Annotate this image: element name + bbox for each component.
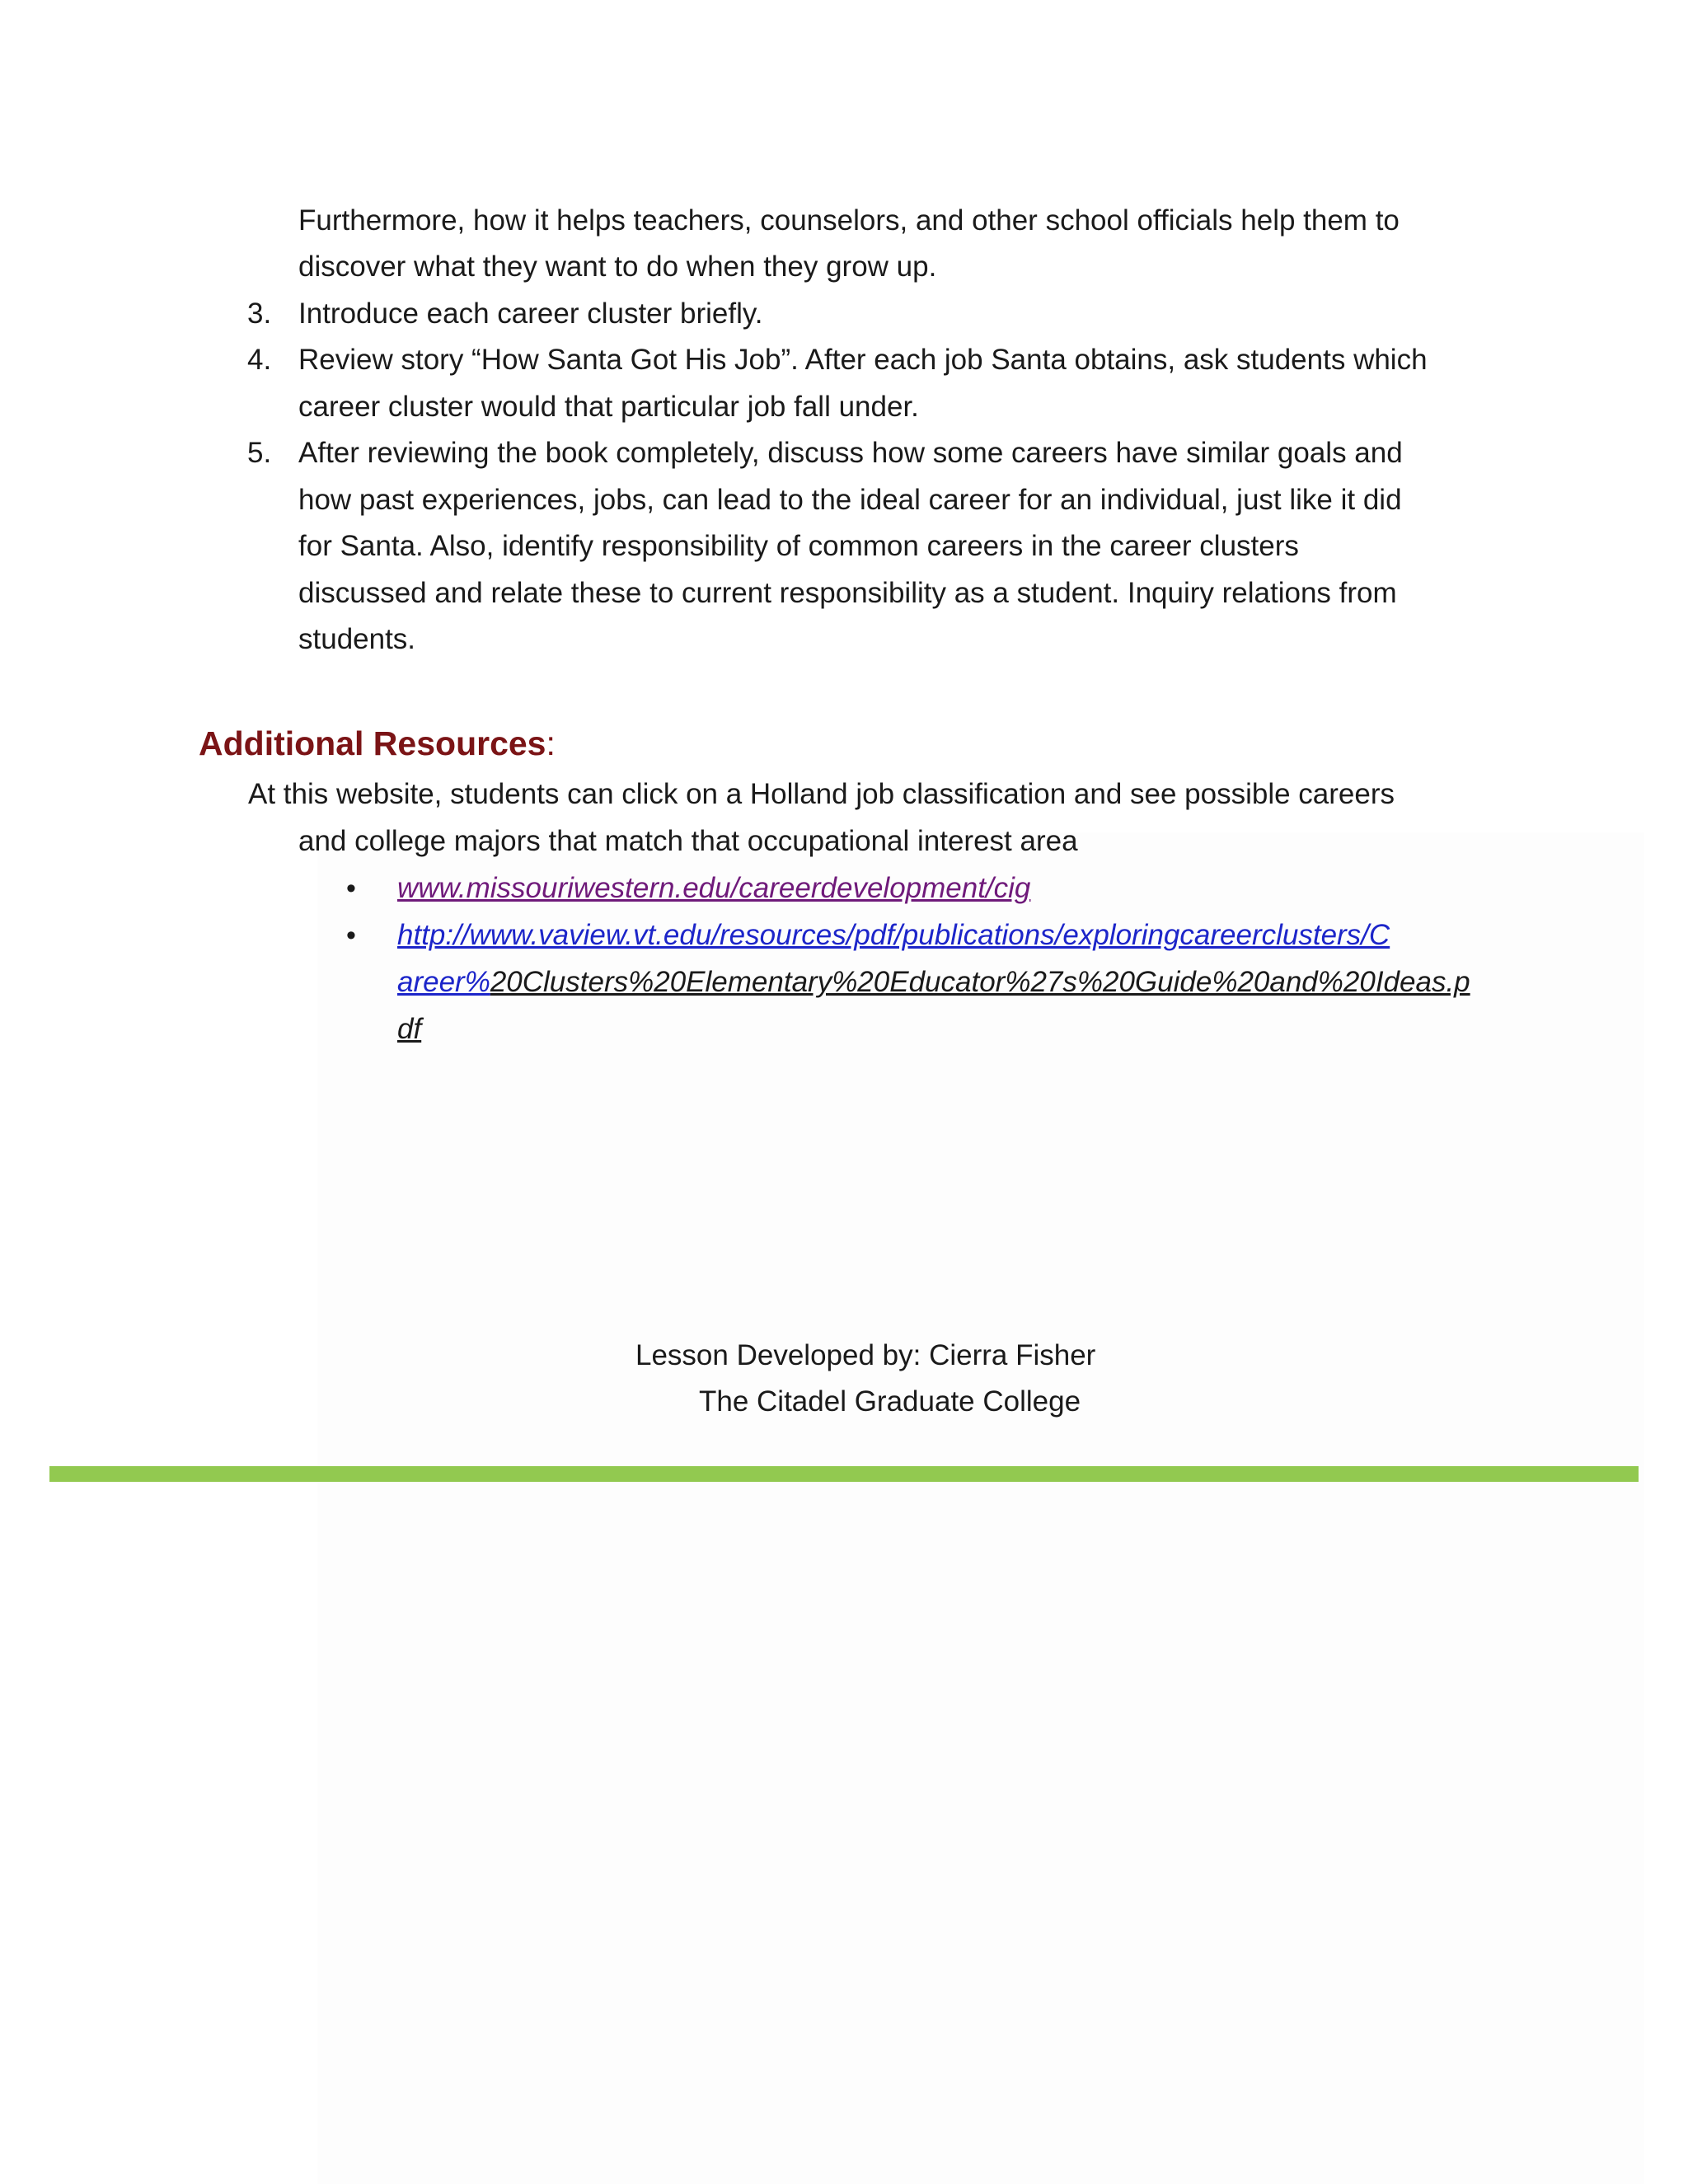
step-3-number: 3. — [247, 298, 272, 330]
resources-intro-line-2: and college majors that match that occupational interest area — [298, 825, 1078, 857]
additional-resources-heading — [199, 717, 556, 770]
step-5-line-2: how past experiences, jobs, can lead to the ideal career for an individual, just like it did — [298, 484, 1402, 516]
step-2-continued-line-2: discover what they want to do when they grow up. — [298, 251, 937, 283]
step-3-line-1: Introduce each career cluster briefly. — [298, 298, 763, 330]
vaview-link-line-1[interactable]: http://www.vaview.vt.edu/resources/pdf/publications/exploringcareerclusters/C — [397, 919, 1390, 951]
vaview-link-line-2[interactable] — [397, 959, 1470, 1005]
step-5-line-3: for Santa. Also, identify responsibility of common careers in the career clusters — [298, 530, 1299, 562]
step-4-number: 4. — [247, 344, 272, 376]
step-4-line-2: career cluster would that particular job fall under. — [298, 391, 919, 423]
vaview-link-line-2-blue[interactable]: areer% — [397, 966, 490, 998]
lesson-developer-credit: Lesson Developed by: Cierra Fisher — [635, 1339, 1096, 1371]
heading-text: Additional Resources — [199, 724, 546, 762]
institution-credit: The Citadel Graduate College — [699, 1385, 1081, 1418]
step-5-line-5: students. — [298, 623, 416, 655]
step-5-line-1: After reviewing the book completely, discuss how some careers have similar goals and — [298, 437, 1403, 469]
scan-background-panel — [317, 832, 1644, 2184]
step-5-number: 5. — [247, 437, 272, 469]
missouriwestern-link[interactable]: www.missouriwestern.edu/careerdevelopment/cig — [397, 872, 1031, 904]
vaview-link-line-2-rest[interactable]: 20Clusters%20Elementary%20Educator%27s%20Guide%20and%20Ideas.p — [490, 966, 1470, 998]
vaview-link-line-3[interactable]: df — [397, 1013, 422, 1045]
bullet-2: • — [346, 920, 356, 951]
bullet-1: • — [346, 873, 356, 904]
step-5-line-4: discussed and relate these to current responsibility as a student. Inquiry relations from — [298, 577, 1397, 609]
resources-intro-line-1: At this website, students can click on a Holland job classification and see possible careers — [248, 778, 1395, 810]
step-2-continued-line-1: Furthermore, how it helps teachers, counselors, and other school officials help them to — [298, 204, 1400, 237]
footer-green-rule — [49, 1466, 1639, 1482]
step-4-line-1: Review story “How Santa Got His Job”. After each job Santa obtains, ask students which — [298, 344, 1428, 376]
heading-colon: : — [546, 724, 556, 762]
